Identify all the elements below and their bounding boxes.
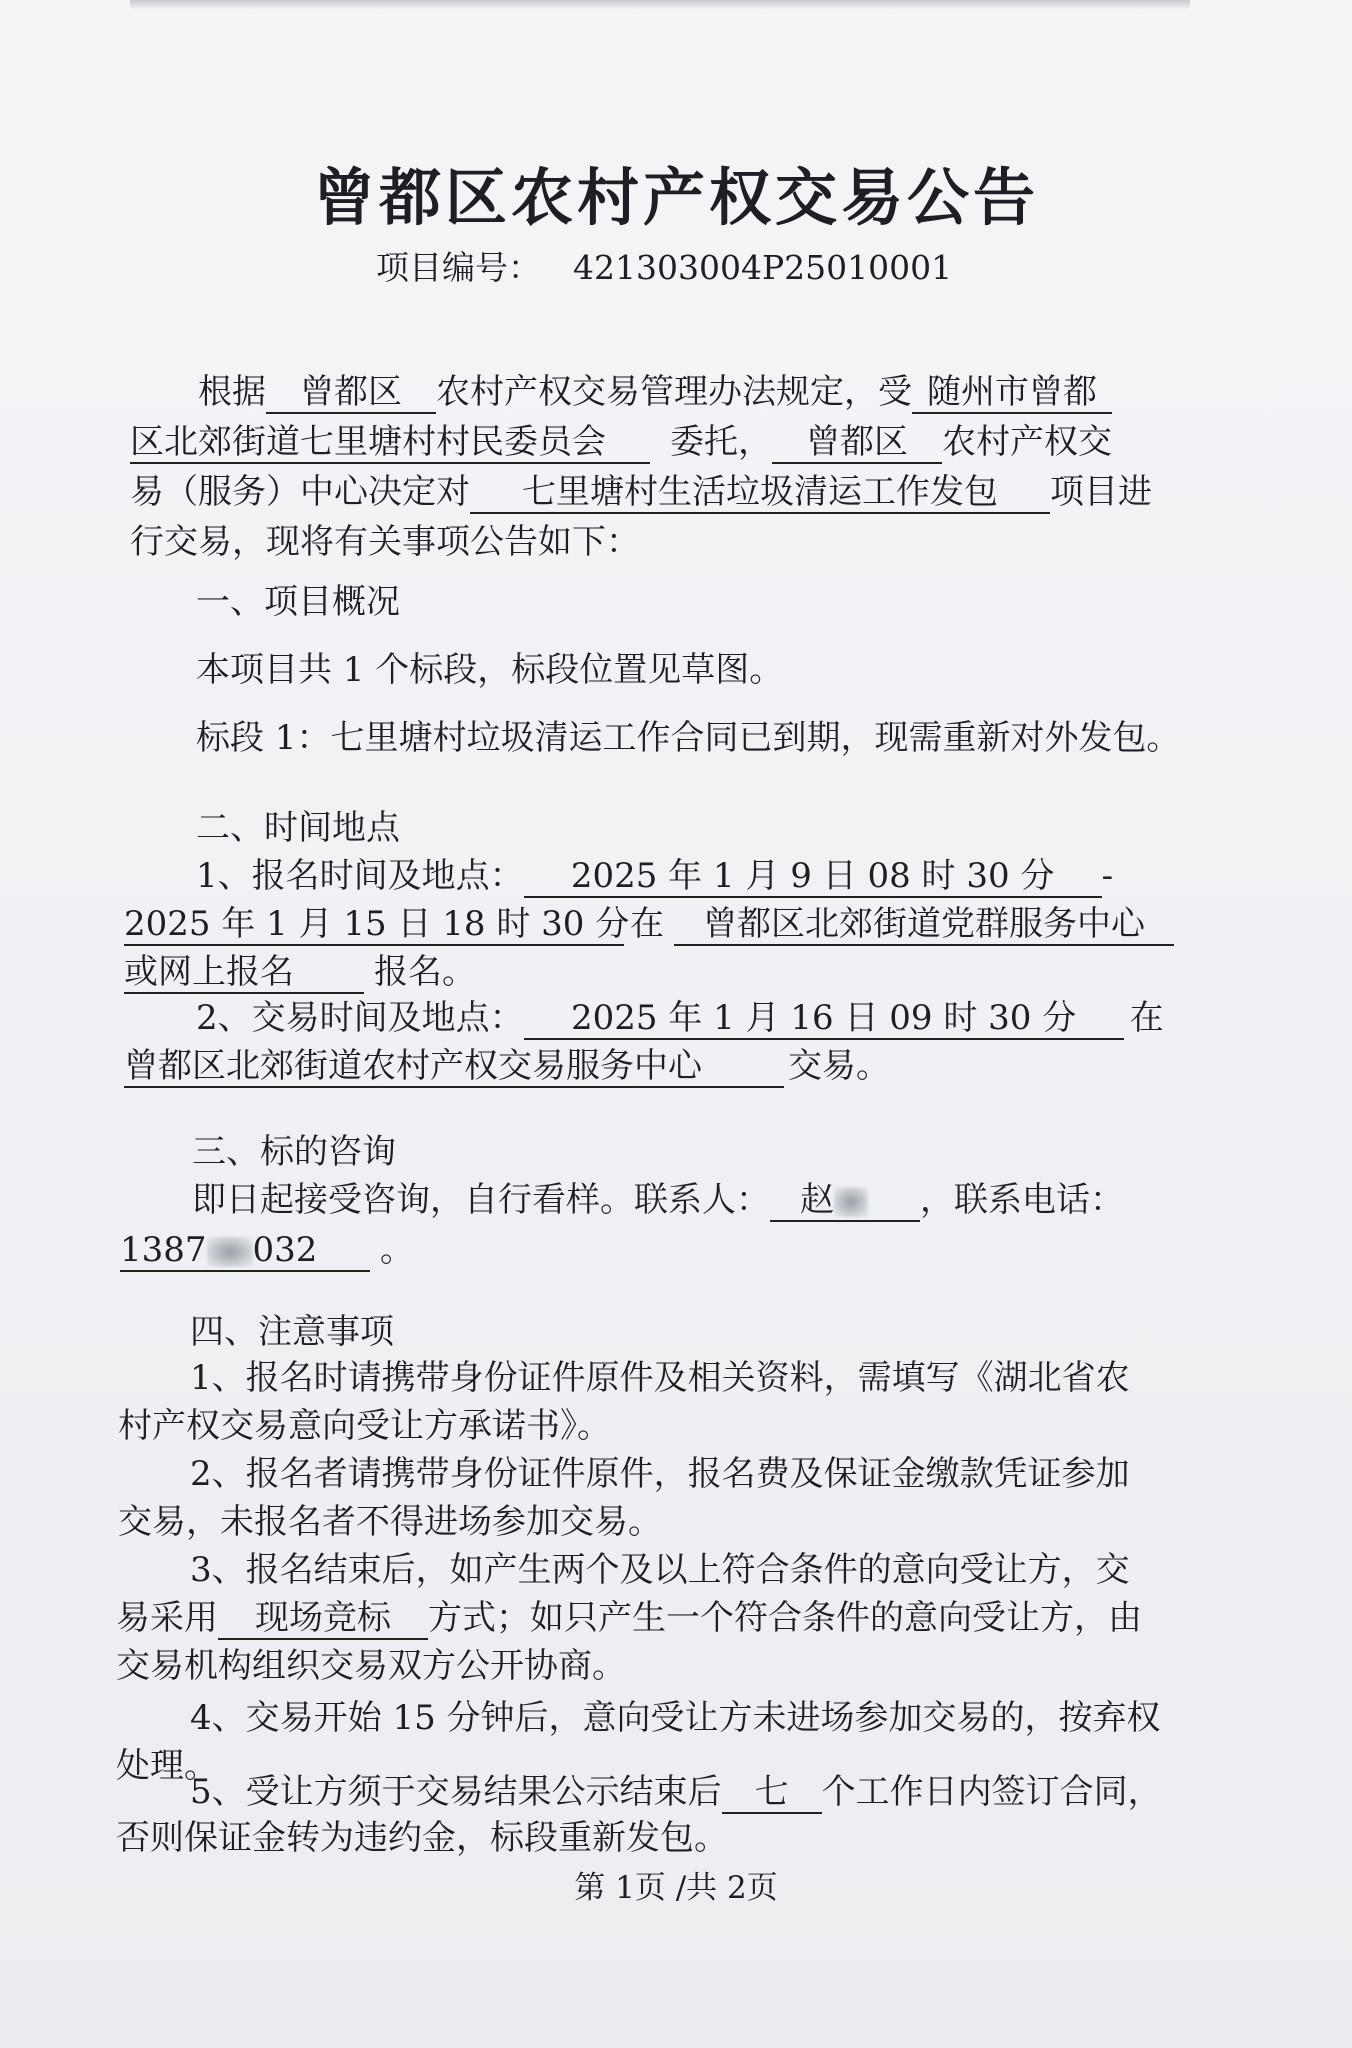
notice-4-line-2: 处理。 (116, 1746, 218, 1786)
section1-line-2: 标段 1：七里塘村垃圾清运工作合同已到期，现需重新对外发包。 (196, 718, 1181, 758)
client-blank-b: 区北郊街道七里塘村村民委员会 (130, 422, 650, 464)
trade-place-blank: 曾都区北郊街道农村产权交易服务中心 (124, 1046, 784, 1088)
notice-3-line-3: 交易机构组织交易双方公开协商。 (116, 1646, 626, 1686)
trade-at: 在 (1129, 998, 1164, 1038)
registration-end-blank: 2025 年 1 月 15 日 18 时 30 分 (124, 904, 630, 944)
registration-at: 在 (630, 904, 664, 944)
consult-line-1 (192, 1178, 1124, 1222)
consult-text: ，联系电话： (920, 1180, 1124, 1220)
method-blank: 现场竞标 (218, 1598, 428, 1640)
registration-place-blank-a: 曾都区北郊街道党群服务中心 (674, 904, 1174, 946)
contact-blank (770, 1180, 920, 1222)
intro-text: 易（服务）中心决定对 (130, 472, 470, 512)
phone-blank (120, 1230, 370, 1272)
registration-line-2 (124, 902, 1174, 946)
section3-heading: 三、标的咨询 (192, 1132, 396, 1172)
project-number (376, 242, 952, 289)
intro-line-2 (130, 420, 1112, 464)
redaction-blur (834, 1187, 868, 1217)
notice-text: 5、受让方须于交易结果公示结束后 (190, 1772, 722, 1812)
trade-suffix: 交易。 (788, 1046, 890, 1086)
phone-prefix: 1387 (120, 1230, 207, 1270)
intro-text: 项目进 (1050, 472, 1152, 512)
page-number: 第 1页 /共 2页 (574, 1870, 778, 1906)
section1-line-1: 本项目共 1 个标段，标段位置见草图。 (196, 650, 784, 690)
days-blank: 七 (722, 1772, 822, 1814)
notice-text: 易采用 (116, 1598, 218, 1638)
contact-name: 赵 (800, 1180, 834, 1220)
consult-line-2 (120, 1228, 414, 1272)
phone-end: 。 (380, 1230, 414, 1270)
project-number-label: 项目编号： (376, 248, 541, 287)
registration-dash: - (1101, 856, 1114, 896)
notice-3-line-2 (116, 1596, 1142, 1640)
notice-1-line-2: 村产权交易意向受让方承诺书》。 (118, 1406, 611, 1446)
section2-heading: 二、时间地点 (196, 808, 400, 848)
notice-text: 个工作日内签订合同， (821, 1772, 1162, 1812)
section4-heading: 四、注意事项 (190, 1312, 394, 1352)
notice-5-line-1 (190, 1770, 1162, 1814)
intro-line-4: 行交易，现将有关事项公告如下： (130, 522, 640, 562)
notice-2-line-2: 交易，未报名者不得进场参加交易。 (118, 1502, 662, 1542)
project-number-value: 421303004P25010001 (573, 248, 953, 287)
notice-text: 方式；如只产生一个符合条件的意向受让方，由 (428, 1598, 1142, 1638)
section1-heading: 一、项目概况 (196, 582, 400, 622)
notice-3-line-1: 3、报名结束后，如产生两个及以上符合条件的意向受让方，交 (190, 1550, 1130, 1590)
registration-place-blank-b: 或网上报名 (124, 952, 364, 994)
notice-2-line-1: 2、报名者请携带身份证件原件，报名费及保证金缴款凭证参加 (190, 1454, 1130, 1494)
trade-line-1 (196, 996, 1164, 1040)
trade-label: 2、交易时间及地点： (196, 998, 524, 1038)
redaction-blur (207, 1237, 253, 1267)
trade-time-blank: 2025 年 1 月 16 日 09 时 30 分 (524, 998, 1124, 1040)
consult-text: 即日起接受咨询，自行看样。联系人： (192, 1180, 770, 1220)
intro-line-3 (130, 470, 1152, 514)
trade-line-2 (124, 1044, 890, 1088)
intro-text: 农村产权交 (942, 422, 1112, 462)
notice-1-line-1: 1、报名时请携带身份证件原件及相关资料，需填写《湖北省农 (190, 1358, 1130, 1398)
notice-5-line-2: 否则保证金转为违约金，标段重新发包。 (116, 1818, 728, 1858)
registration-suffix: 报名。 (374, 952, 476, 992)
document-title: 曾都区农村产权交易公告 (312, 161, 1039, 234)
intro-text: 委托， (670, 422, 772, 462)
client-blank-a: 随州市曾都 (912, 372, 1112, 414)
registration-line-3 (124, 950, 476, 994)
center-district-blank: 曾都区 (772, 422, 942, 464)
registration-start-blank: 2025 年 1 月 9 日 08 时 30 分 (524, 856, 1102, 898)
registration-line-1 (196, 854, 1113, 898)
intro-text: 农村产权交易管理办法规定，受 (436, 372, 912, 412)
phone-suffix: 032 (252, 1230, 318, 1270)
notice-4-line-1: 4、交易开始 15 分钟后，意向受让方未进场参加交易的，按弃权 (190, 1698, 1161, 1738)
page-edge-shadow (130, 0, 1190, 10)
intro-line-1 (198, 370, 1112, 414)
district-blank: 曾都区 (266, 372, 436, 414)
intro-text: 根据 (198, 372, 266, 412)
registration-label: 1、报名时间及地点： (196, 856, 524, 896)
project-name-blank: 七里塘村生活垃圾清运工作发包 (470, 472, 1050, 514)
